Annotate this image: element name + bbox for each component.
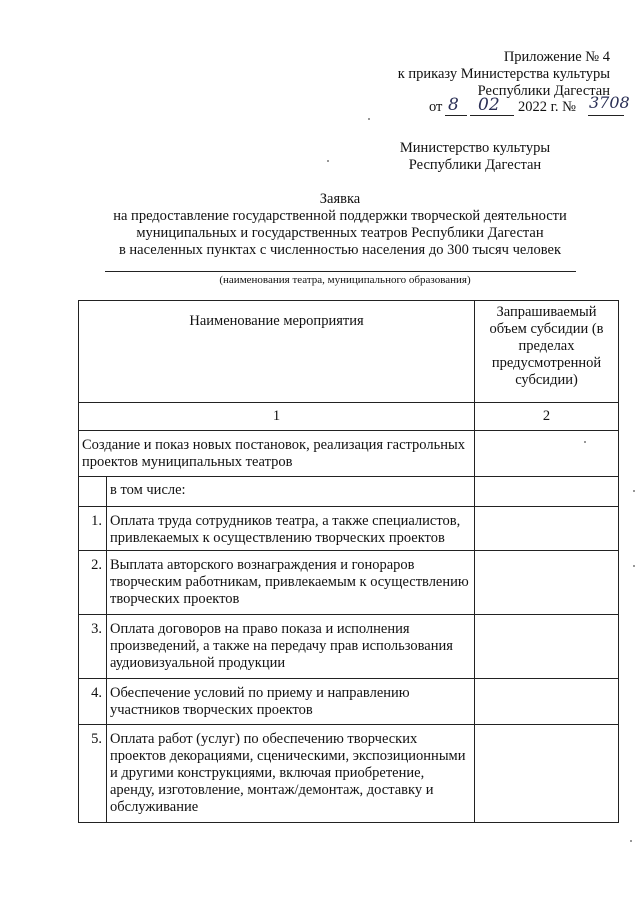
theatre-name-line (105, 271, 576, 272)
date-day-underline (445, 115, 467, 116)
date-month-handwritten: 02 (478, 95, 500, 115)
item-text: Оплата работ (услуг) по обеспечению творческих проектов декорациями, сценическими, экспозиционными и другими конструкциями, включая приобретение, аренду, изготовление, монтаж/демонтаж, доставку и обслуживание (107, 725, 475, 823)
item-amount[interactable] (475, 551, 619, 615)
item-text: Оплата договоров на право показа и исполнения произведений, а также на передачу прав использования аудиовизуальной продукции (107, 615, 475, 679)
subsidy-table (78, 300, 619, 823)
appendix-title: Приложение № 4 (503, 49, 610, 65)
item-number: 4. (79, 679, 107, 725)
item-amount[interactable] (475, 679, 619, 725)
item-number: 1. (79, 507, 107, 551)
scan-speck (368, 118, 370, 120)
recipient-line-1: Министерство культуры (399, 140, 551, 156)
table-row (79, 507, 619, 551)
scan-speck (633, 565, 635, 567)
item-amount[interactable] (475, 725, 619, 823)
table-row (79, 615, 619, 679)
table-row (79, 679, 619, 725)
title-heading: Заявка (319, 191, 361, 207)
table-header-row (79, 301, 619, 403)
item-number: 3. (79, 615, 107, 679)
item-number: 5. (79, 725, 107, 823)
main-activity-row (79, 431, 619, 477)
main-activity-amount[interactable] (475, 431, 619, 477)
item-text: Оплата труда сотрудников театра, а также специалистов, привлекаемых к осуществлению творческих проектов (107, 507, 475, 551)
application-title (80, 191, 600, 259)
column-number-1: 1 (79, 403, 475, 431)
table-row (79, 725, 619, 823)
title-line-3: в населенных пунктах с численностью населения до 300 тысяч человек (118, 242, 562, 258)
date-day-handwritten: 8 (448, 95, 459, 115)
column-number-row (79, 403, 619, 431)
item-text: Выплата авторского вознаграждения и гонораров творческим работникам, привлекаемым к осуществлению творческих проектов (107, 551, 475, 615)
item-text: Обеспечение условий по приему и направлению участников творческих проектов (107, 679, 475, 725)
subheading-row (79, 477, 619, 507)
scan-speck (630, 840, 632, 842)
item-amount[interactable] (475, 615, 619, 679)
scan-speck (584, 441, 586, 443)
order-number-handwritten: 3708 (589, 93, 630, 112)
order-number-underline (588, 115, 624, 116)
scan-speck (633, 490, 635, 492)
recipient-line-2: Республики Дагестан (408, 157, 542, 173)
subheading-amount[interactable] (475, 477, 619, 507)
subheading-num-cell (79, 477, 107, 507)
scan-speck (327, 160, 329, 162)
item-amount[interactable] (475, 507, 619, 551)
theatre-name-caption: (наименования театра, муниципального образования) (219, 274, 471, 286)
date-month-underline (470, 115, 514, 116)
recipient-block (360, 140, 590, 174)
item-number: 2. (79, 551, 107, 615)
header-requested-amount: Запрашиваемый объем субсидии (в пределах предусмотренной субсидии) (475, 301, 619, 403)
appendix-ministry: Республики Дагестан (477, 83, 610, 99)
table-row (79, 551, 619, 615)
title-line-1: на предоставление государственной поддержки творческой деятельности (113, 208, 567, 224)
appendix-order-ref: к приказу Министерства культуры (397, 66, 610, 82)
main-activity-text: Создание и показ новых постановок, реализация гастрольных проектов муниципальных театров (79, 431, 475, 477)
subheading-text: в том числе: (107, 477, 475, 507)
date-year: 2022 г. № (518, 99, 577, 115)
title-line-2: муниципальных и государственных театров Республики Дагестан (136, 225, 544, 241)
date-prefix: от (429, 99, 443, 115)
header-activity-name: Наименование мероприятия (79, 301, 475, 403)
column-number-2: 2 (475, 403, 619, 431)
